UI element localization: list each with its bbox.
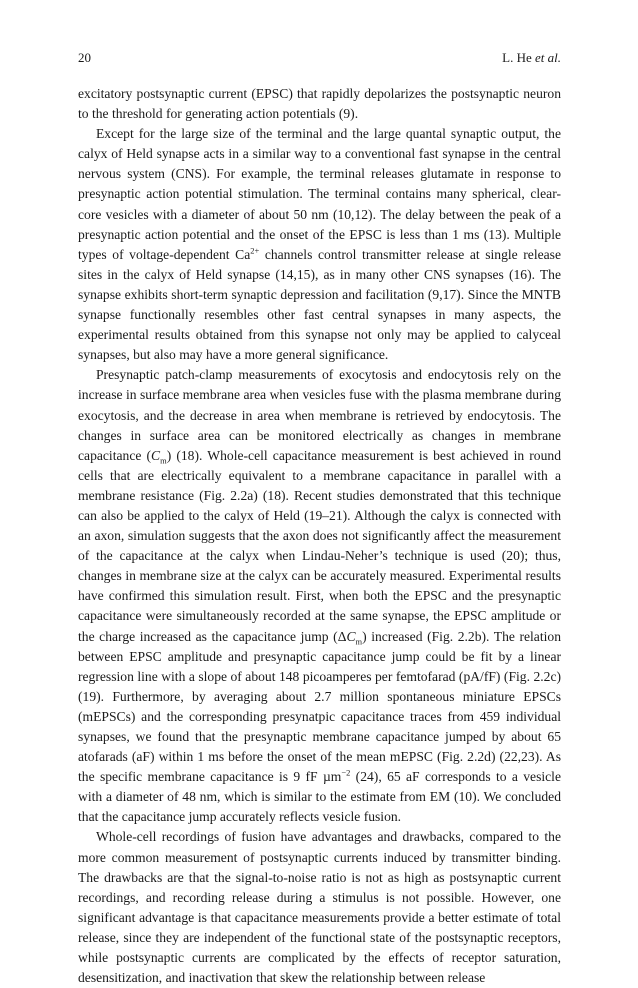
symbol-cm-c: C [151, 447, 161, 463]
running-head-etal: et al. [535, 50, 561, 65]
paragraph-4: Whole-cell recordings of fusion have advantages and drawbacks, compared to the more common measurement of postsynaptic currents induced by transmitter binding. The drawbacks are that the signal-to-noise ratio is not as high as postsynaptic current recordings, and recording release during a stimulus is not possible. However, one significant advantage is that capacitance measurements provide a better estimate of total release, since they are independent of the functional state of the postsynaptic receptors, while postsynaptic currents are complicated by the effects of receptor saturation, desensitization, and inactivation that skew the relationship between release [78, 829, 561, 986]
paragraph-3-text-a: Presynaptic patch-clamp measurements of exocytosis and endocytosis rely on the increase in surface membrane area when vesicles fuse with the plasma membrane during exocytosis, and the decrease in area when membrane is retrieved by endocytosis. The changes in surface area can be monitored electrically as changes in membrane capacitance ( [78, 367, 561, 463]
paragraph-3-text-c: ) increased (Fig. 2.2b). The relation between EPSC amplitude and presynaptic capacitance jump could be fit by a linear regression line with a slope of about 148 picoamperes per femtofarad (pA/fF) (Fig. 2.2c) (19). Furthermore, by averaging about 2.7 million spontaneous miniature EPSCs (mEPSCs) and the corresponding presynatpic capacitance traces from 459 individual synapses, we found that the presynaptic membrane capacitance jumped by about 65 atofarads (aF) within 1 ms before the onset of the mean mEPSC (Fig. 2.2d) (22,23). As the specific membrane capacitance is 9 fF µm [78, 628, 561, 785]
page-number: 20 [78, 50, 91, 65]
paragraph-2 [78, 124, 561, 365]
paragraph-2-text-b: channels control transmitter release at single release sites in the calyx of Held synapse (14,15), as in many other CNS synapses (16). The synapse exhibits short-term synaptic depression and facilitation (9,17). Since the MNTB synapse functionally resembles other fast central synapses in many aspects, the experimental results obtained from this synapse not only may be applied to calyceal synapses, but also may have a more general significance. [78, 246, 561, 363]
paragraph-2-text-a: Except for the large size of the terminal and the large quantal synaptic output, the calyx of Held synapse acts in a similar way to a conventional fast synapse in the central nervous system (CNS). For example, the terminal releases glutamate in response to presynaptic action potential stimulation. The terminal contains many spherical, clear-core vesicles with a diameter of about 50 nm (10,12). The delay between the peak of a presynaptic action potential and the onset of the EPSC is less than 1 ms (13). Multiple types of voltage-dependent Ca [78, 126, 561, 262]
paragraph-1: excitatory postsynaptic current (EPSC) that rapidly depolarizes the postsynaptic neuron to the threshold for generating action potentials (9). [78, 86, 561, 122]
running-head [502, 50, 561, 66]
superscript-calcium-charge: 2+ [250, 245, 260, 256]
paragraph-3 [78, 365, 561, 827]
superscript-exponent: −2 [341, 767, 351, 778]
paragraph-3-text-b: ) (18). Whole-cell capacitance measurement is best achieved in round cells that are electrically equivalent to a membrane capacitance in parallel with a membrane resistance (Fig. 2.2a) (18). Recent studies demonstrated that this technique can also be applied to the calyx of Held (19–21). Although the calyx is connected with an axon, simulation suggests that the axon does not significantly affect the measurement of the capacitance at the calyx when Lindau-Neher’s technique is used (20); thus, changes in membrane size at the calyx can be accurately measured. Experimental results have confirmed this simulation result. First, when both the EPSC and the presynaptic capacitance were simultaneously recorded at the same synapse, the EPSC amplitude or the charge increased as the capacitance jump (Δ [78, 447, 561, 644]
running-head-author: L. He [502, 50, 532, 65]
symbol-delta-cm-c: C [346, 628, 356, 644]
paragraph-3-text-d: (24), 65 aF corresponds to a vesicle with a diameter of 48 nm, which is similar to the estimate from EM (10). We concluded that the capacitance jump accurately reflects vesicle fusion. [78, 769, 561, 825]
symbol-delta-cm-subscript: m [355, 636, 363, 647]
body-text [78, 84, 561, 988]
symbol-cm-subscript: m [160, 455, 167, 466]
